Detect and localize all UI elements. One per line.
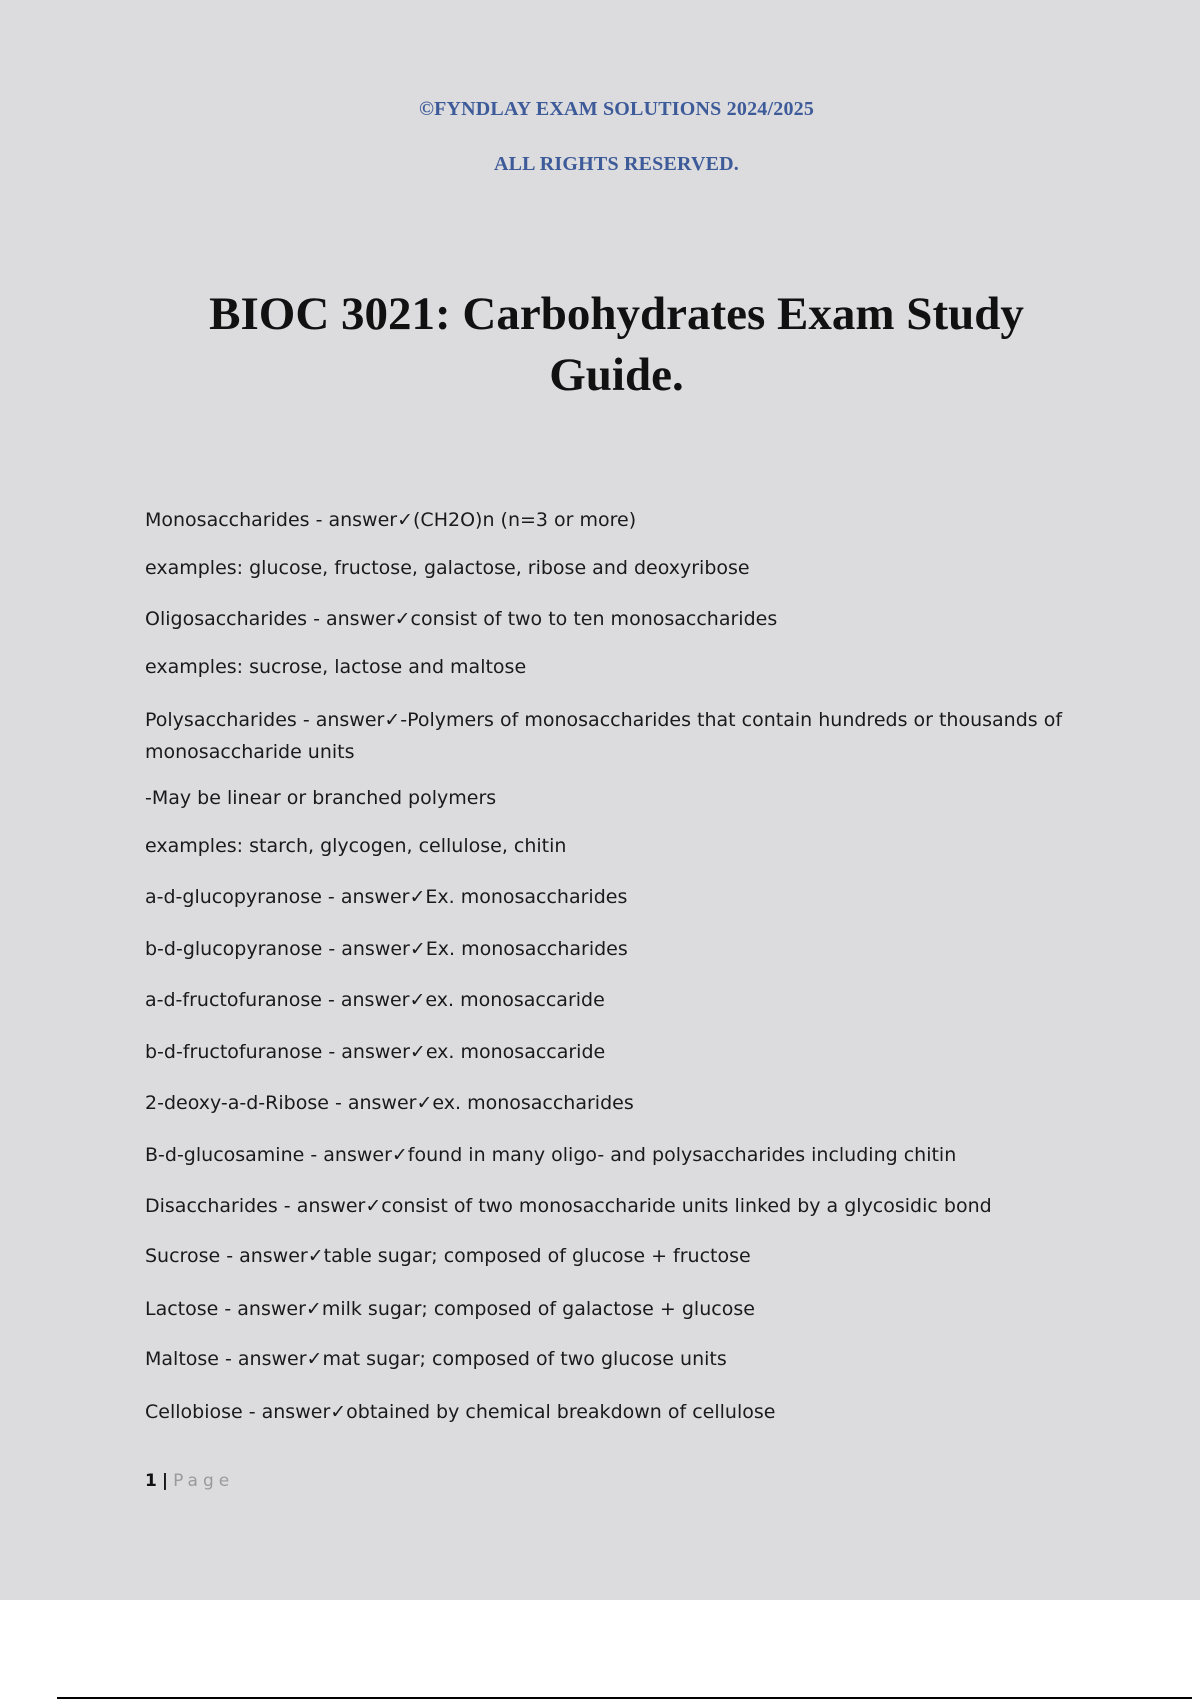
study-line-disaccharides: Disaccharides - answer✓consist of two monosaccharide units linked by a glycosidic bond [145, 1195, 992, 1217]
rights-reserved-header: ALL RIGHTS RESERVED. [493, 153, 740, 175]
page-footer [145, 1471, 234, 1491]
study-line-polysaccharides: Polysaccharides - answer✓-Polymers of monosaccharides that contain hundreds or thousands of monosaccharide units [145, 709, 1063, 763]
study-line-b-d-glucopyranose: b-d-glucopyranose - answer✓Ex. monosaccharides [145, 938, 628, 960]
study-line-maltose: Maltose - answer✓mat sugar; composed of two glucose units [145, 1348, 727, 1370]
study-line-poly-examples: examples: starch, glycogen, cellulose, chitin [145, 835, 567, 857]
study-line-linear-branched: -May be linear or branched polymers [145, 787, 497, 809]
study-line-deoxy-ribose: 2-deoxy-a-d-Ribose - answer✓ex. monosaccharides [145, 1092, 634, 1114]
study-line-b-d-fructofuranose: b-d-fructofuranose - answer✓ex. monosaccaride [145, 1041, 606, 1063]
study-line-monosaccharides: Monosaccharides - answer✓(CH2O)n (n=3 or more) [145, 509, 637, 531]
bottom-divider [57, 1697, 1192, 1699]
study-line-glucosamine: B-d-glucosamine - answer✓found in many oligo- and polysaccharides including chitin [145, 1144, 957, 1166]
study-line-mono-examples: examples: glucose, fructose, galactose, ribose and deoxyribose [145, 557, 750, 579]
study-line-cellobiose: Cellobiose - answer✓obtained by chemical breakdown of cellulose [145, 1401, 776, 1423]
study-line-a-d-glucopyranose: a-d-glucopyranose - answer✓Ex. monosaccharides [145, 886, 628, 908]
page-label: Page [173, 1471, 235, 1491]
study-line-lactose: Lactose - answer✓milk sugar; composed of galactose + glucose [145, 1298, 755, 1320]
study-line-oligosaccharides: Oligosaccharides - answer✓consist of two to ten monosaccharides [145, 608, 778, 630]
study-line-sucrose: Sucrose - answer✓table sugar; composed of glucose + fructose [145, 1245, 751, 1267]
footer-separator: | [161, 1471, 169, 1491]
study-line-oligo-examples: examples: sucrose, lactose and maltose [145, 656, 527, 678]
study-line-a-d-fructofuranose: a-d-fructofuranose - answer✓ex. monosaccaride [145, 989, 605, 1011]
document-title: BIOC 3021: Carbohydrates Exam Study Guide. [209, 288, 1024, 401]
page-number: 1 [145, 1471, 157, 1491]
copyright-header: ©FYNDLAY EXAM SOLUTIONS 2024/2025 [418, 98, 815, 120]
